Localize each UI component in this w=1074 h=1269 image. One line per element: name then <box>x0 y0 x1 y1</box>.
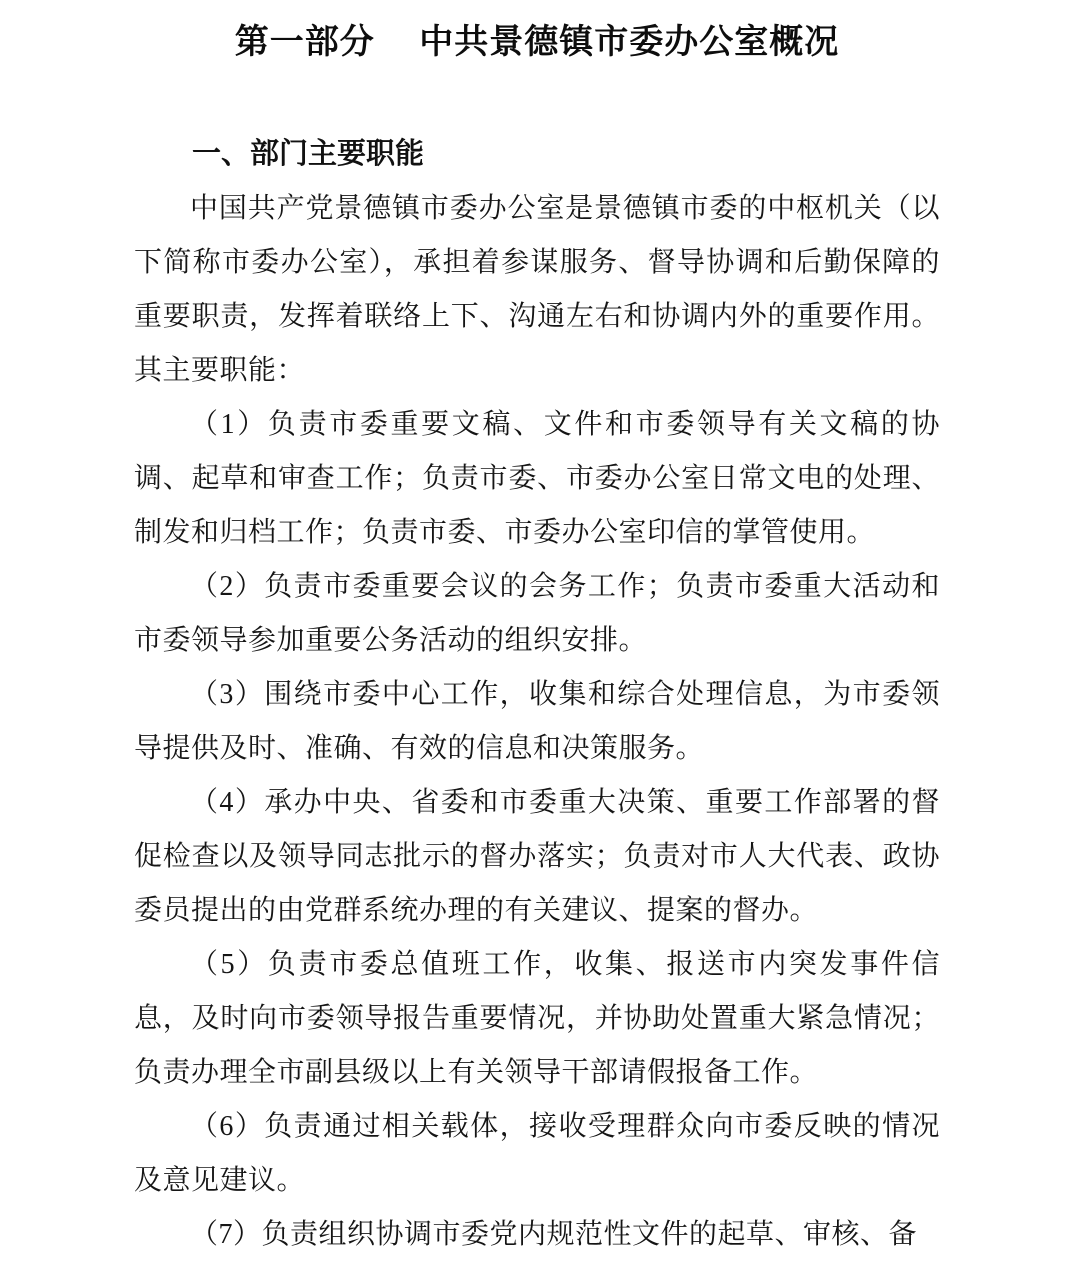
paragraph: （1）负责市委重要文稿、文件和市委领导有关文稿的协调、起草和审查工作；负责市委、市委办公室日常文电的处理、制发和归档工作；负责市委、市委办公室印信的掌管使用。 <box>134 409 940 548</box>
document-title: 第一部分 中共景德镇市委办公室概况 <box>234 24 840 61</box>
paragraph: （6）负责通过相关载体，接收受理群众向市委反映的情况及意见建议。 <box>134 1111 940 1196</box>
section-heading: 一、部门主要职能 <box>192 138 425 170</box>
paragraph: （5）负责市委总值班工作，收集、报送市内突发事件信息，及时向市委领导报告重要情况，并协助处置重大紧急情况；负责办理全市副县级以上有关领导干部请假报备工作。 <box>134 949 940 1088</box>
paragraph: （7）负责组织协调市委党内规范性文件的起草、审核、备 <box>190 1219 918 1250</box>
paragraph: （4）承办中央、省委和市委重大决策、重要工作部署的督促检查以及领导同志批示的督办落实；负责对市人大代表、政协委员提出的由党群系统办理的有关建议、提案的督办。 <box>134 787 940 926</box>
document-body <box>134 182 940 1262</box>
paragraph: （3）围绕市委中心工作，收集和综合处理信息，为市委领导提供及时、准确、有效的信息和决策服务。 <box>134 679 940 764</box>
paragraph: 中国共产党景德镇市委办公室是景德镇市委的中枢机关（以下简称市委办公室），承担着参谋服务、督导协调和后勤保障的重要职责，发挥着联络上下、沟通左右和协调内外的重要作用。其主要职能： <box>134 193 940 386</box>
paragraph: （2）负责市委重要会议的会务工作；负责市委重大活动和市委领导参加重要公务活动的组织安排。 <box>134 571 940 656</box>
